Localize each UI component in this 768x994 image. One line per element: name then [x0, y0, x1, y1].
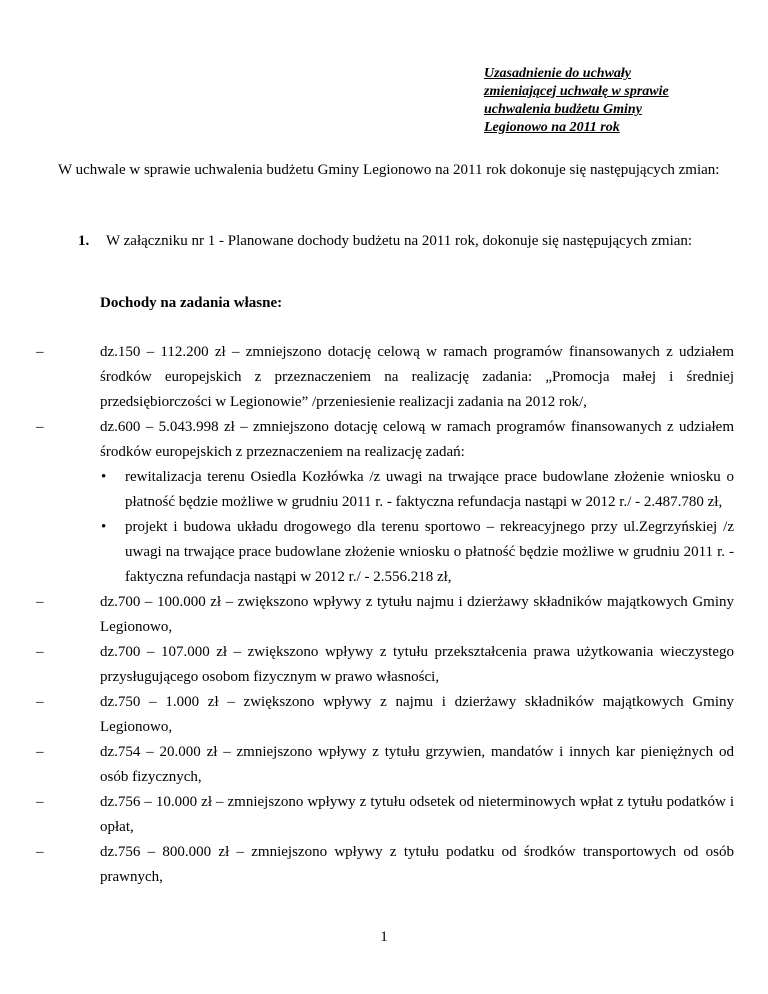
- list-item: [30, 590, 734, 640]
- list-item: [30, 340, 734, 415]
- bullet-item: [100, 465, 734, 515]
- heading-line: Legionowo na 2011 rok: [484, 120, 620, 135]
- list-item: [30, 640, 734, 690]
- page-number: 1: [380, 929, 388, 945]
- document-heading: [484, 65, 734, 137]
- bullet-text: rewitalizacja terenu Osiedla Kozłówka /z uwagi na trwające prace budowlane złożenie wniosku o płatność będzie możliwe w grudniu 2011 r. - faktyczna refundacja nastąpi w 2012 r./ - 2.487.780 zł,: [125, 469, 734, 510]
- dash-marker: –: [36, 594, 44, 610]
- bullet-list: [100, 465, 734, 590]
- numbered-item-text: W załączniku nr 1 - Planowane dochody budżetu na 2011 rok, dokonuje się następujących zmian:: [106, 233, 693, 249]
- heading-line: zmieniającej uchwałę w sprawie: [484, 84, 669, 99]
- section-title: Dochody na zadania własne:: [100, 295, 283, 311]
- item-number: 1.: [78, 233, 90, 249]
- list-item-text: dz.750 – 1.000 zł – zwiększono wpływy z najmu i dzierżawy składników majątkowych Gminy Legionowo,: [100, 694, 734, 735]
- dash-marker: –: [36, 344, 44, 360]
- list-item: [30, 415, 734, 590]
- changes-list: [30, 340, 734, 890]
- list-item-text: dz.756 – 10.000 zł – zmniejszono wpływy z tytułu odsetek od nieterminowych wpłat z tytułu podatków i opłat,: [100, 794, 734, 835]
- list-item-text: dz.756 – 800.000 zł – zmniejszono wpływy z tytułu podatku od środków transportowych od osób prawnych,: [100, 844, 734, 885]
- list-item-text: dz.700 – 107.000 zł – zwiększono wpływy z tytułu przekształcenia prawa użytkowania wieczystego przysługującego osobom fizycznym w prawo własności,: [100, 644, 734, 685]
- list-item: [30, 740, 734, 790]
- bullet-marker: •: [101, 469, 107, 485]
- numbered-item: [78, 229, 734, 254]
- bullet-item: [100, 515, 734, 590]
- dash-marker: –: [36, 644, 44, 660]
- dash-marker: –: [36, 419, 44, 435]
- list-item: [30, 840, 734, 890]
- dash-marker: –: [36, 794, 44, 810]
- intro-paragraph: W uchwale w sprawie uchwalenia budżetu Gminy Legionowo na 2011 rok dokonuje się następujących zmian:: [58, 162, 720, 178]
- heading-line: uchwalenia budżetu Gminy: [484, 102, 642, 117]
- bullet-marker: •: [101, 519, 107, 535]
- dash-marker: –: [36, 844, 44, 860]
- dash-marker: –: [36, 744, 44, 760]
- heading-line: Uzasadnienie do uchwały: [484, 66, 632, 81]
- list-item-text: dz.150 – 112.200 zł – zmniejszono dotację celową w ramach programów finansowanych z udziałem środków europejskich z przeznaczeniem na realizację zadania: „Promocja małej i średniej przedsiębiorczości w Legionowie” /przeniesienie realizacji zadania na 2012 rok/,: [100, 344, 734, 410]
- list-item-text: dz.754 – 20.000 zł – zmniejszono wpływy z tytułu grzywien, mandatów i innych kar pieniężnych od osób fizycznych,: [100, 744, 734, 785]
- bullet-text: projekt i budowa układu drogowego dla terenu sportowo – rekreacyjnego przy ul.Zegrzyńskiej /z uwagi na trwające prace budowlane złożenie wniosku o płatność będzie możliwe w grudniu 2011 r. - faktyczna refundacja nastąpi w 2012 r./ - 2.556.218 zł,: [125, 519, 734, 585]
- dash-marker: –: [36, 694, 44, 710]
- list-item: [30, 690, 734, 740]
- list-item: [30, 790, 734, 840]
- list-item-text: dz.600 – 5.043.998 zł – zmniejszono dotację celową w ramach programów finansowanych z udziałem środków europejskich z przeznaczeniem na realizację zadań:: [100, 419, 734, 460]
- list-item-text: dz.700 – 100.000 zł – zwiększono wpływy z tytułu najmu i dzierżawy składników majątkowych Gminy Legionowo,: [100, 594, 734, 635]
